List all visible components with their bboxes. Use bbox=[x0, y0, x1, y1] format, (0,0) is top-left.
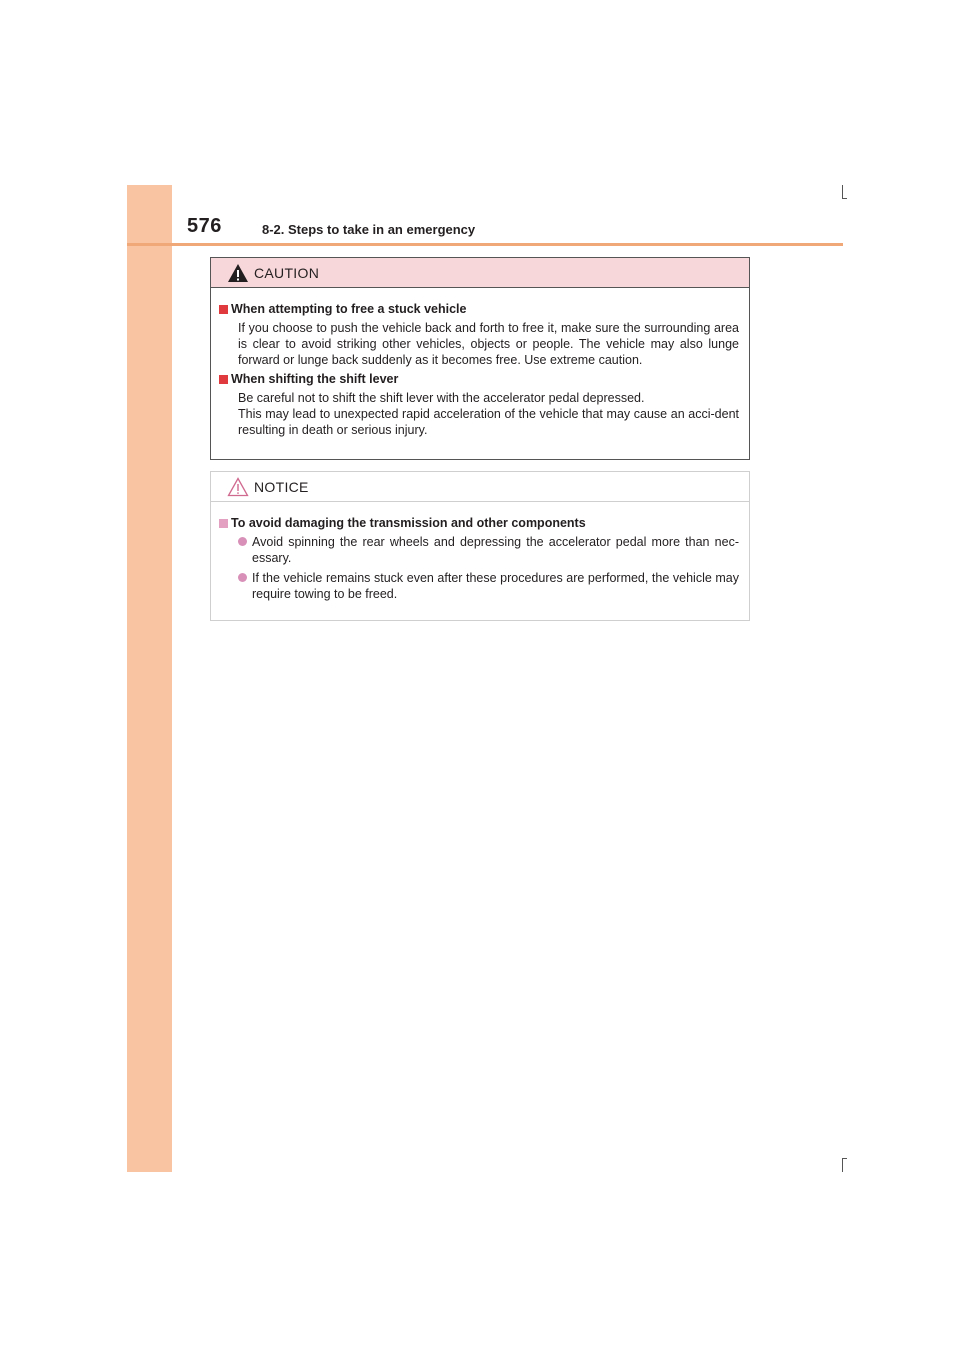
square-bullet-icon bbox=[219, 375, 228, 384]
square-bullet-icon bbox=[219, 519, 228, 528]
caution-item-heading bbox=[219, 302, 739, 316]
notice-box bbox=[210, 471, 750, 621]
caution-heading-text: When shifting the shift lever bbox=[231, 372, 399, 386]
notice-bullet bbox=[238, 570, 739, 602]
notice-header bbox=[211, 472, 749, 502]
caution-header bbox=[211, 258, 749, 288]
caution-label: CAUTION bbox=[254, 265, 320, 281]
caution-paragraph: If you choose to push the vehicle back and forth to free it, make sure the surrounding area is clear to avoid striking other vehicles, objects or people. The vehicle may also lunge forward or lunge back suddenly as it becomes free. Use extreme caution. bbox=[238, 321, 739, 367]
notice-item-heading bbox=[219, 516, 739, 530]
caution-body bbox=[211, 288, 749, 438]
notice-label: NOTICE bbox=[254, 479, 309, 495]
round-bullet-icon bbox=[238, 537, 247, 546]
caution-box bbox=[210, 257, 750, 460]
section-title: 8-2. Steps to take in an emergency bbox=[262, 222, 476, 237]
caution-heading-text: When attempting to free a stuck vehicle bbox=[231, 302, 467, 316]
square-bullet-icon bbox=[219, 305, 228, 314]
notice-bullet bbox=[238, 534, 739, 566]
warning-triangle-icon bbox=[227, 263, 249, 283]
chapter-side-tab bbox=[127, 185, 172, 1172]
page-number: 576 bbox=[187, 215, 222, 237]
header-rule bbox=[127, 243, 843, 246]
notice-bullet-text: If the vehicle remains stuck even after these procedures are performed, the vehicle may require towing to be freed. bbox=[252, 571, 739, 601]
warning-triangle-outline-icon bbox=[227, 477, 249, 497]
caution-item-heading bbox=[219, 372, 739, 386]
notice-body bbox=[211, 502, 749, 602]
notice-heading-text: To avoid damaging the transmission and other components bbox=[231, 516, 586, 530]
caution-paragraph: This may lead to unexpected rapid acceleration of the vehicle that may cause an acci-dent resulting in death or serious injury. bbox=[238, 407, 739, 437]
crop-mark-top bbox=[842, 185, 843, 199]
round-bullet-icon bbox=[238, 573, 247, 582]
caution-paragraph: Be careful not to shift the shift lever with the accelerator pedal depressed. bbox=[238, 391, 645, 405]
notice-bullet-text: Avoid spinning the rear wheels and depressing the accelerator pedal more than nec-essary. bbox=[252, 535, 739, 565]
crop-mark-bottom bbox=[842, 1158, 843, 1172]
